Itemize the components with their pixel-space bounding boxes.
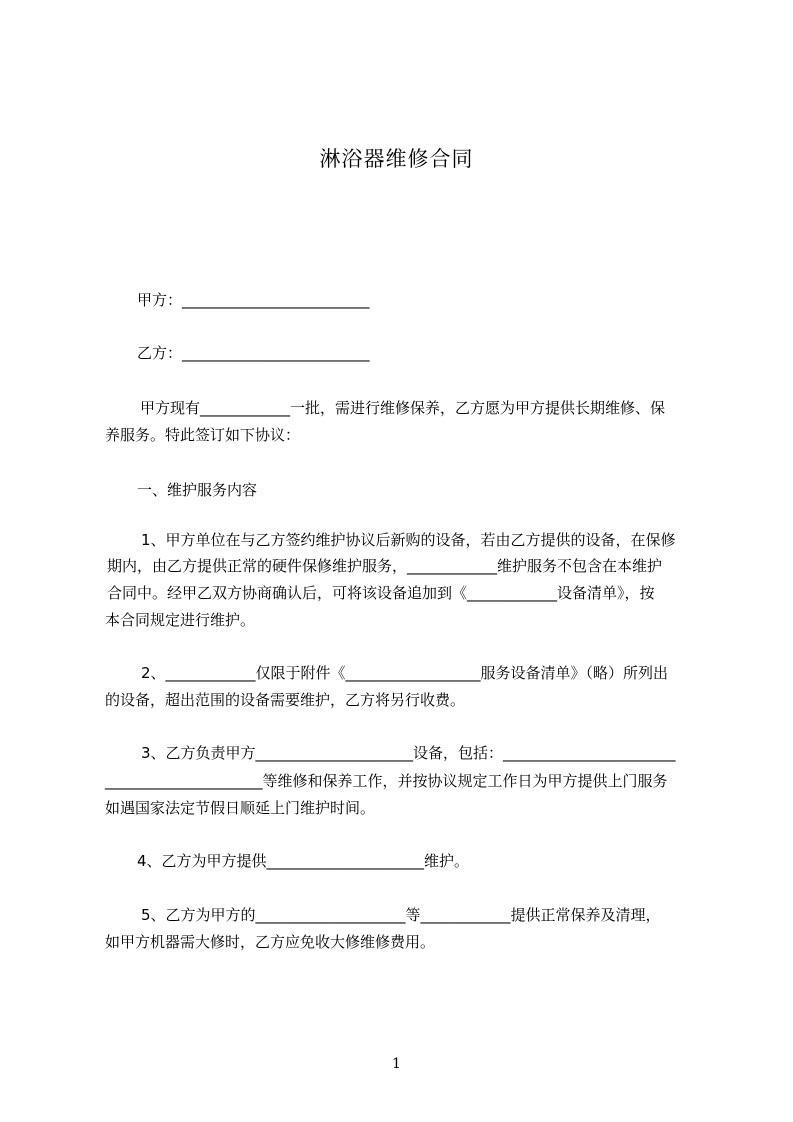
document-title: 淋浴器维修合同	[319, 147, 474, 171]
clause-1-line-2: 期内，由乙方提供正常的硬件保修维护服务，____________维护服务不包含在本维护	[107, 557, 663, 575]
section-heading: 一、维护服务内容	[137, 481, 258, 499]
clause-3-line-3: 如遇国家法定节假日顺延上门维护时间。	[105, 799, 376, 817]
party-a-line: 甲方：_________________________	[137, 291, 370, 309]
clause-2-line-1: 2、____________仅限于附件《__________________服务设备清单》（略）所列出	[141, 664, 669, 682]
page-number: 1	[392, 1056, 401, 1072]
clause-3-line-2: _____________________等维修和保养工作，并按协议规定工作日为甲方提供上门服务	[105, 772, 668, 790]
intro-line-2: 养服务。特此签订如下协议：	[105, 426, 301, 444]
clause-5-line-1: 5、乙方为甲方的____________________等____________提供正常保养及清理，	[141, 906, 661, 924]
party-b-line: 乙方：_________________________	[137, 344, 370, 362]
clause-1-line-1: 1、甲方单位在与乙方签约维护协议后新购的设备，若由乙方提供的设备，在保修	[141, 531, 676, 549]
clause-5-line-2: 如甲方机器需大修时，乙方应免收大修维修费用。	[105, 933, 436, 951]
clause-4-line-1: 4、乙方为甲方提供_____________________维护。	[137, 852, 470, 870]
clause-1-line-3: 合同中。经甲乙双方协商确认后，可将该设备追加到《____________设备清单》，按	[107, 584, 655, 602]
clause-1-line-4: 本合同规定进行维护。	[105, 611, 256, 629]
intro-line-1: 甲方现有____________一批，需进行维修保养，乙方愿为甲方提供长期维修、保	[140, 399, 666, 417]
clause-3-line-1: 3、乙方负责甲方_____________________设备，包括：_______________________	[141, 744, 676, 762]
clause-2-line-2: 的设备，超出范围的设备需要维护，乙方将另行收费。	[105, 691, 466, 709]
